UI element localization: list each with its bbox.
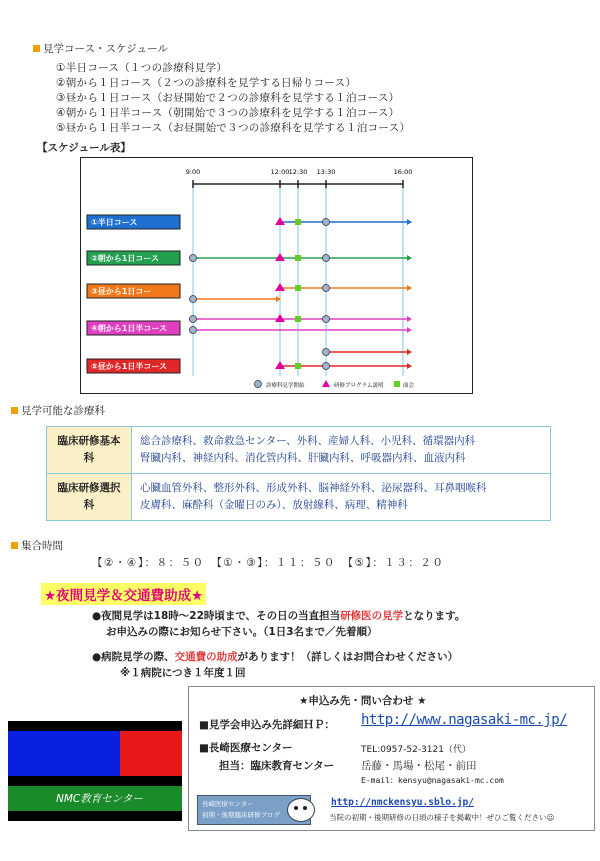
bullet-square-icon [33, 45, 40, 52]
interview-marker-2 [295, 255, 301, 261]
arrow-head-icon [407, 316, 412, 322]
program-marker-4 [275, 314, 285, 322]
tel-number: TEL:0957-52-3121（代） [361, 745, 471, 755]
start-marker-3b [190, 296, 197, 303]
night-title: ★夜間見学＆交通費助成★ [41, 583, 206, 605]
center-name: ■長崎医療センター [199, 742, 293, 754]
hp-link[interactable]: http://www.nagasaki-mc.jp/ [361, 712, 568, 728]
course-label-4: ④朝から1日半コース [91, 324, 167, 333]
hp-label: ■見学会申込み先詳細ＨＰ： [199, 719, 335, 731]
start-marker-4c [190, 327, 197, 334]
interview-marker-3 [295, 285, 301, 291]
dept-row-label: 臨床研修基本科 [47, 427, 132, 474]
program-marker-2 [275, 253, 285, 261]
program-marker-1 [275, 217, 285, 225]
start-marker-4b [323, 316, 330, 323]
course-item-3: ③昼から１日コース（お昼開始で２つの診療科を見学する１泊コース） [56, 92, 400, 104]
dept-row-values: 心臓血管外科、整形外科、形成外科、脳神経外科、泌尿器科、耳鼻咽喉科 皮膚科、麻酔科（金曜日のみ）、放射線科、病理、精神科 [132, 474, 551, 521]
arrow-head-icon [407, 349, 412, 355]
time-label-1200: 12:00 [270, 168, 290, 176]
blog-description: 当院の初期・後期研修の日頃の様子を掲載中！ぜひご覧ください☺ [329, 813, 555, 822]
legend-program-icon [322, 380, 330, 387]
transport-line-1: ●病院見学の際、交通費の助成があります！（詳しくはお問合わせください） [92, 651, 459, 663]
start-marker-2b [323, 255, 330, 262]
legend-program-label: 研修プログラム説明 [334, 383, 384, 389]
course-label-3: ③昼から1日コー [91, 287, 152, 296]
course-item-5: ⑤昼から１日半コース（お昼開始で３つの診療科を見学する１泊コース） [56, 122, 411, 134]
start-marker-5b [323, 363, 330, 370]
course-item-4: ④朝から１日半コース（朝開始で３つの診療科を見学する１泊コース） [56, 107, 400, 119]
table-row [47, 474, 551, 521]
start-marker-2a [190, 255, 197, 262]
courses-section-title: 見学コース・スケジュール [33, 41, 168, 56]
time-label-1230: 12:30 [288, 168, 308, 176]
logo-text: NMC教育センター [56, 793, 143, 805]
schedule-chart-svg [81, 158, 472, 393]
course-item-2: ②朝から１日コース（２つの診療科を見学する日帰りコース） [56, 77, 357, 89]
arrow-head-icon [407, 219, 412, 225]
meeting-times: 【②・④】：８：５０ 【①・③】：１１：５０ 【⑤】：１３：２０ [92, 557, 445, 569]
legend-start-label: 診療科見学開始 [266, 383, 305, 389]
course-label-1: ①半日コース [91, 218, 138, 227]
email-address: E-mail：kensyu@nagasaki-mc.com [361, 776, 504, 785]
departments-table [46, 426, 551, 521]
schedule-chart [80, 157, 473, 394]
night-line-1: ●夜間見学は18時～22時頃まで、その日の当直担当研修医の見学となります。 [92, 610, 466, 622]
legend-interview-label: 面会 [403, 383, 415, 389]
start-marker-5a [323, 349, 330, 356]
program-marker-5 [275, 361, 285, 369]
dept-row-label: 臨床研修選択科 [47, 474, 132, 521]
course-label-5: ⑤昼から1日半コース [91, 362, 167, 371]
arrow-head-icon [407, 363, 412, 369]
departments-section-title: 見学可能な診療科 [11, 403, 105, 418]
mascot-icon [287, 798, 315, 822]
course-item-1: ①半日コース（１つの診療科見学） [56, 62, 228, 74]
contact-title: ★申込み先・問い合わせ ★ [299, 695, 427, 707]
night-line-2: お申込みの際にお知らせ下さい。（1日3名まで／先着順） [106, 626, 378, 638]
blog-link[interactable]: http://nmckensyu.sblo.jp/ [331, 797, 474, 808]
arrow-head-icon [407, 285, 412, 291]
legend-start-icon [255, 381, 262, 388]
transport-line-2: ※１病院につき１年度１回 [120, 667, 246, 679]
time-guides [193, 188, 403, 376]
interview-marker-4 [295, 316, 301, 322]
interview-marker-5 [295, 363, 301, 369]
program-marker-3 [275, 283, 285, 291]
start-marker-3a [323, 285, 330, 292]
bullet-square-icon [11, 407, 18, 414]
nmc-logo [8, 721, 182, 821]
arrow-head-icon [407, 327, 412, 333]
start-marker-1 [323, 219, 330, 226]
course-label-2: ②朝から1日コース [91, 254, 159, 263]
blog-banner[interactable]: 長崎医療センター 初期・後期臨床研修ブログ [197, 795, 311, 825]
legend-interview-icon [394, 381, 400, 387]
time-label-1600: 16:00 [393, 168, 413, 176]
time-label-1330: 13:30 [316, 168, 336, 176]
arrow-head-icon [407, 255, 412, 261]
bullet-square-icon [11, 542, 18, 549]
person-names: 岳藤・馬場・松尾・前田 [361, 760, 477, 772]
start-marker-4a [190, 316, 197, 323]
dept-row-values: 総合診療科、救命救急センター、外科、産婦人科、小児科、循環器内科 腎臓内科、神経内科、消化管内科、肝臓内科、呼吸器内科、血液内科 [132, 427, 551, 474]
contact-box [188, 686, 595, 831]
person-label: 担当：臨床教育センター [219, 760, 335, 772]
table-row [47, 427, 551, 474]
schedule-title: 【スケジュール表】 [37, 142, 131, 154]
interview-marker-1 [295, 219, 301, 225]
time-label-0900: 9:00 [185, 168, 201, 176]
meeting-section-title: 集合時間 [11, 538, 63, 553]
